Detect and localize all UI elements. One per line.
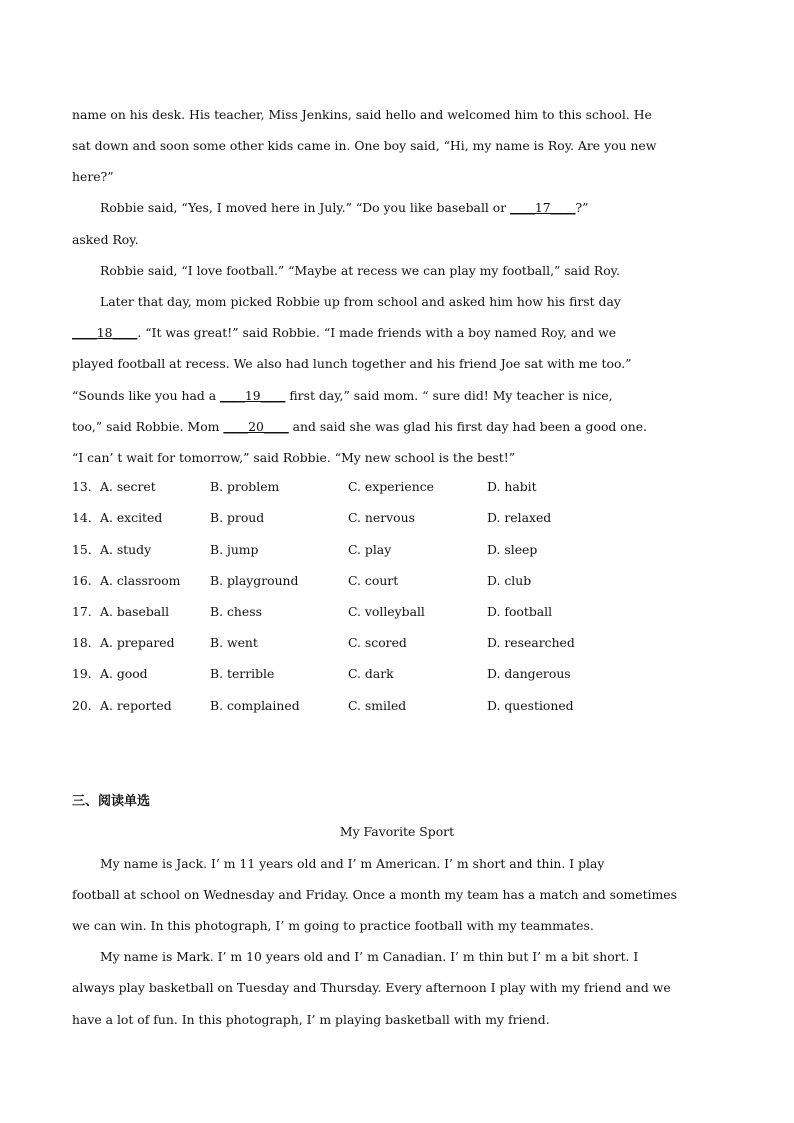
story-text: Robbie said, “Yes, I moved here in July.” “Do you like baseball or — [100, 200, 511, 215]
option-c: C. scored — [348, 635, 407, 650]
story-text: and said she was glad his first day had been a good one. — [288, 419, 647, 434]
option-c: C. court — [348, 573, 399, 588]
option-a: A. good — [100, 666, 148, 681]
option-a: A. classroom — [100, 573, 181, 588]
story-line: played football at recess. We also had lunch together and his friend Joe sat with me too.” — [72, 356, 632, 371]
option-d: D. questioned — [487, 698, 574, 713]
story-text: ?” — [575, 200, 589, 215]
question-number: 18. — [72, 635, 92, 650]
option-b: B. terrible — [210, 666, 275, 681]
story-line: sat down and soon some other kids came in. One boy said, “Hi, my name is Roy. Are you new — [72, 138, 657, 153]
option-c: C. nervous — [348, 510, 415, 525]
story-text: too,” said Robbie. Mom — [72, 419, 224, 434]
story-line: Later that day, mom picked Robbie up from school and asked him how his first day — [100, 294, 621, 309]
option-d: D. relaxed — [487, 510, 552, 525]
passage-line: My name is Mark. I’ m 10 years old and I’ m Canadian. I’ m thin but I’ m a bit short. I — [100, 949, 639, 964]
option-d: D. researched — [487, 635, 575, 650]
option-d: D. sleep — [487, 542, 538, 557]
story-line: asked Roy. — [72, 232, 139, 247]
option-b: B. problem — [210, 479, 280, 494]
option-a: A. reported — [100, 698, 172, 713]
story-text: first day,” said mom. “ sure did! My teacher is nice, — [285, 388, 613, 403]
story-text: . “It was great!” said Robbie. “I made friends with a boy named Roy, and we — [137, 325, 617, 340]
question-number: 16. — [72, 573, 92, 588]
option-d: D. club — [487, 573, 532, 588]
passage-line: always play basketball on Tuesday and Thursday. Every afternoon I play with my friend and we — [72, 980, 671, 995]
passage-line: we can win. In this photograph, I’ m going to practice football with my teammates. — [72, 918, 594, 933]
blank-20: ____20____ — [223, 419, 289, 434]
option-c: C. smiled — [348, 698, 407, 713]
option-a: A. secret — [100, 479, 156, 494]
passage-line: have a lot of fun. In this photograph, I’ m playing basketball with my friend. — [72, 1012, 550, 1027]
story-text: “Sounds like you had a — [72, 388, 221, 403]
option-b: B. chess — [210, 604, 262, 619]
option-b: B. jump — [210, 542, 259, 557]
story-line — [100, 200, 588, 215]
option-b: B. proud — [210, 510, 265, 525]
story-line — [72, 388, 613, 403]
passage-line: My name is Jack. I’ m 11 years old and I’ m American. I’ m short and thin. I play — [100, 856, 605, 871]
option-c: C. experience — [348, 479, 434, 494]
option-d: D. habit — [487, 479, 537, 494]
option-c: C. dark — [348, 666, 394, 681]
blank-17: ____17____ — [510, 200, 576, 215]
question-number: 15. — [72, 542, 92, 557]
story-line: “I can’ t wait for tomorrow,” said Robbie. “My new school is the best!” — [72, 450, 516, 465]
question-number: 19. — [72, 666, 92, 681]
question-number: 17. — [72, 604, 92, 619]
question-number: 13. — [72, 479, 92, 494]
option-b: B. complained — [210, 698, 300, 713]
section-heading: 三、阅读单选 — [72, 794, 151, 809]
option-a: A. study — [100, 542, 152, 557]
option-b: B. playground — [210, 573, 299, 588]
blank-19: ____19____ — [220, 388, 286, 403]
option-c: C. play — [348, 542, 392, 557]
option-d: D. dangerous — [487, 666, 571, 681]
passage-title: My Favorite Sport — [339, 824, 455, 839]
option-c: C. volleyball — [348, 604, 425, 619]
story-line: Robbie said, “I love football.” “Maybe at recess we can play my football,” said Roy. — [100, 263, 620, 278]
option-a: A. baseball — [100, 604, 170, 619]
story-line — [72, 419, 647, 434]
option-d: D. football — [487, 604, 553, 619]
option-a: A. prepared — [100, 635, 175, 650]
blank-18: ____18____ — [72, 325, 138, 340]
passage-line: football at school on Wednesday and Friday. Once a month my team has a match and sometimes — [72, 887, 677, 902]
story-line: name on his desk. His teacher, Miss Jenkins, said hello and welcomed him to this school. He — [72, 107, 652, 122]
question-number: 20. — [72, 698, 92, 713]
question-number: 14. — [72, 510, 92, 525]
option-b: B. went — [210, 635, 258, 650]
story-line — [72, 325, 616, 340]
story-line: here?” — [72, 169, 114, 184]
option-a: A. excited — [100, 510, 163, 525]
